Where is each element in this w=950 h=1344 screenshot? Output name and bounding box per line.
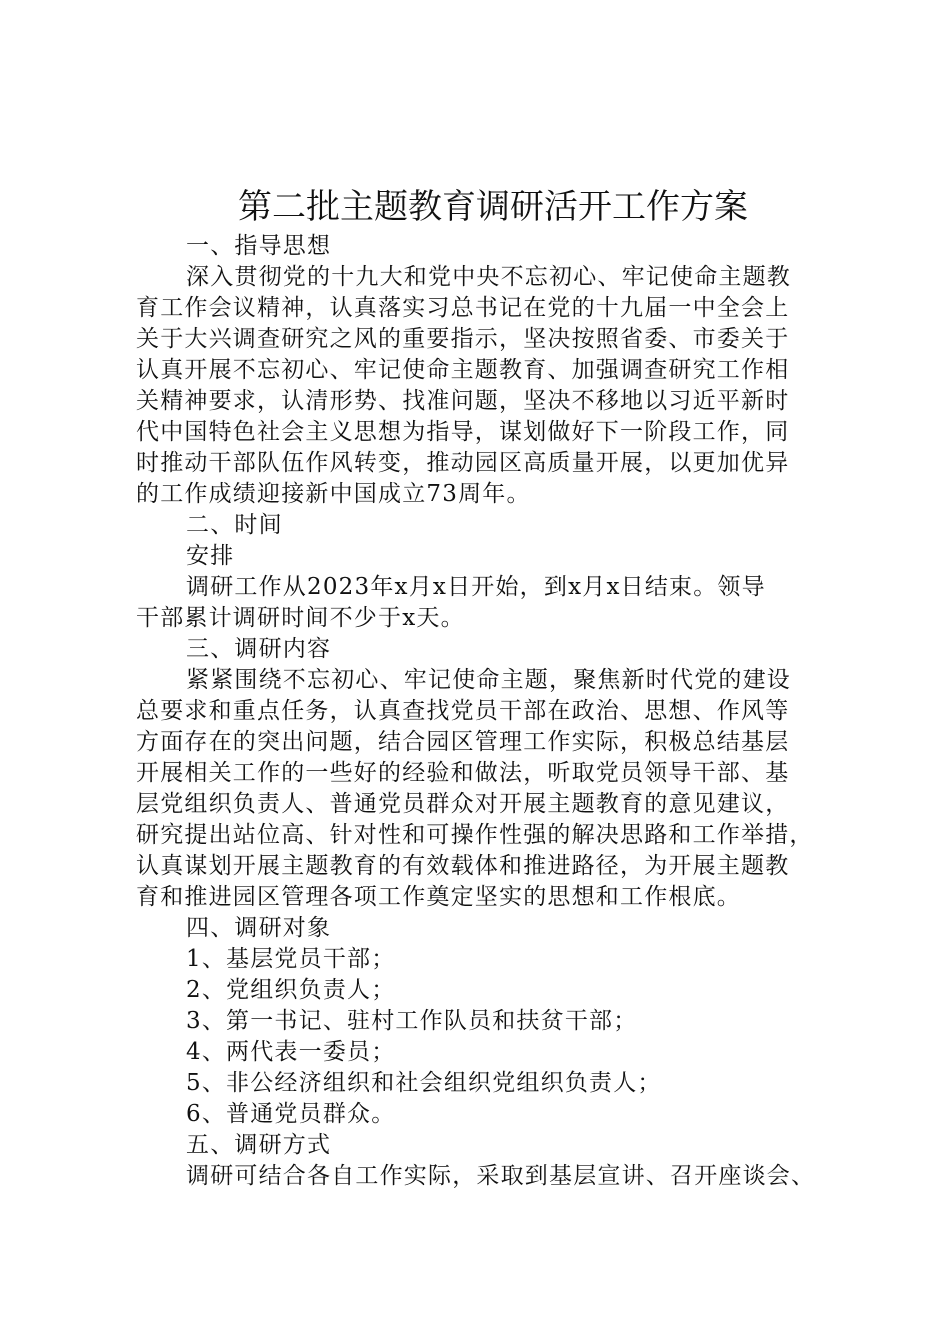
text-line: 3、第一书记、驻村工作队员和扶贫干部； <box>186 1008 638 1034</box>
text-line: 时推动干部队伍作风转变，推动园区高质量开展，以更加优异 <box>136 450 790 476</box>
text-line: 方面存在的突出问题，结合园区管理工作实际，积极总结基层 <box>136 729 790 755</box>
text-line: 总要求和重点任务，认真查找党员干部在政治、思想、作风等 <box>136 698 790 724</box>
text-line: 代中国特色社会主义思想为指导，谋划做好下一阶段工作，同 <box>136 419 790 445</box>
text-line: 认真谋划开展主题教育的有效载体和推进路径，为开展主题教 <box>136 853 790 879</box>
text-line: 干部累计调研时间不少于x天。 <box>136 605 465 631</box>
text-line: 调研工作从2023年x月x日开始，到x月x日结束。领导 <box>186 574 766 600</box>
document-page <box>136 183 836 1192</box>
text-line: 4、两代表一委员； <box>186 1039 396 1065</box>
text-line: 关于大兴调查研究之风的重要指示，坚决按照省委、市委关于 <box>136 326 790 352</box>
text-line: 五、调研方式 <box>186 1132 332 1158</box>
text-line: 6、普通党员群众。 <box>186 1101 396 1127</box>
text-line: 研究提出站位高、针对性和可操作性强的解决思路和工作举措， <box>136 822 814 848</box>
text-line: 二、时间 <box>186 512 283 538</box>
document-title: 第二批主题教育调研活开工作方案 <box>238 187 748 227</box>
text-line: 育工作会议精神，认真落实习总书记在党的十九届一中全会上 <box>136 295 790 321</box>
text-line: 的工作成绩迎接新中国成立73周年。 <box>136 481 531 507</box>
text-line: 三、调研内容 <box>186 636 332 662</box>
text-line: 认真开展不忘初心、牢记使命主题教育、加强调查研究工作相 <box>136 357 790 383</box>
text-line: 育和推进园区管理各项工作奠定坚实的思想和工作根底。 <box>136 884 741 910</box>
text-line: 调研可结合各自工作实际，采取到基层宣讲、召开座谈会、 <box>186 1163 816 1189</box>
text-line: 一、指导思想 <box>186 233 332 259</box>
text-line: 2、党组织负责人； <box>186 977 396 1003</box>
text-line: 1、基层党员干部； <box>186 946 396 972</box>
text-line: 四、调研对象 <box>186 915 332 941</box>
text-line: 深入贯彻党的十九大和党中央不忘初心、牢记使命主题教 <box>186 264 791 290</box>
text-line: 开展相关工作的一些好的经验和做法，听取党员领导干部、基 <box>136 760 790 786</box>
text-line: 5、非公经济组织和社会组织党组织负责人； <box>186 1070 662 1096</box>
text-line: 层党组织负责人、普通党员群众对开展主题教育的意见建议， <box>136 791 790 817</box>
text-line: 紧紧围绕不忘初心、牢记使命主题，聚焦新时代党的建设 <box>186 667 791 693</box>
text-line: 关精神要求，认清形势、找准问题，坚决不移地以习近平新时 <box>136 388 790 414</box>
text-line: 安排 <box>186 543 235 569</box>
document-body <box>136 231 836 1192</box>
